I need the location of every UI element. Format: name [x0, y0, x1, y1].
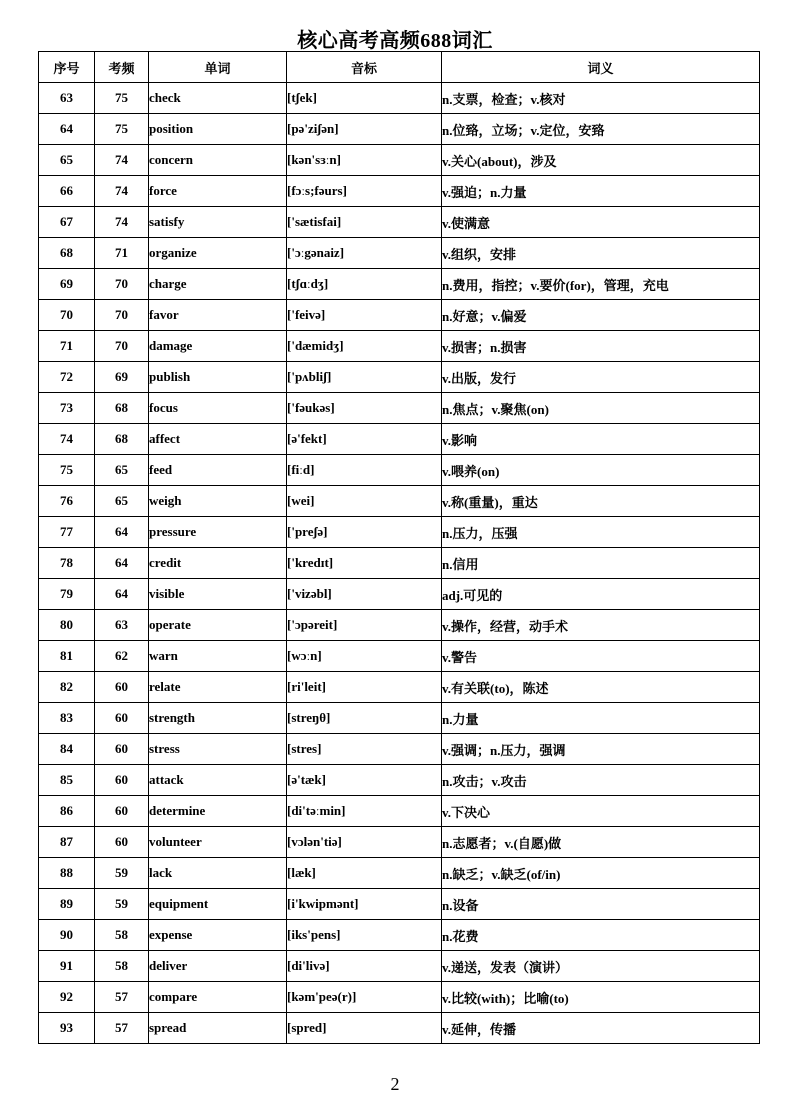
table-row	[39, 238, 760, 269]
row-phonetic: [ə'tæk]	[287, 765, 442, 796]
table-row	[39, 827, 760, 858]
row-word: favor	[149, 300, 287, 331]
table-row	[39, 114, 760, 145]
row-word: lack	[149, 858, 287, 889]
row-phonetic: ['ɔpəreit]	[287, 610, 442, 641]
row-phonetic: [kən'sɜːn]	[287, 145, 442, 176]
row-frequency: 57	[95, 982, 149, 1013]
row-frequency: 60	[95, 796, 149, 827]
row-word: focus	[149, 393, 287, 424]
row-meaning: v.关心(about)，涉及	[442, 145, 760, 176]
row-number: 66	[39, 176, 95, 207]
row-number: 67	[39, 207, 95, 238]
row-number: 76	[39, 486, 95, 517]
row-meaning: v.喂养(on)	[442, 455, 760, 486]
row-meaning: v.出版，发行	[442, 362, 760, 393]
row-phonetic: [iks'pens]	[287, 920, 442, 951]
row-frequency: 74	[95, 145, 149, 176]
header-word: 单词	[149, 52, 287, 83]
header-meaning: 词义	[442, 52, 760, 83]
row-meaning: n.信用	[442, 548, 760, 579]
row-meaning: v.延伸，传播	[442, 1013, 760, 1044]
row-meaning: v.组织，安排	[442, 238, 760, 269]
row-frequency: 74	[95, 176, 149, 207]
header-phonetic: 音标	[287, 52, 442, 83]
row-word: expense	[149, 920, 287, 951]
row-word: credit	[149, 548, 287, 579]
table-row	[39, 734, 760, 765]
row-phonetic: ['pʌbliʃ]	[287, 362, 442, 393]
row-meaning: n.志愿者；v.(自愿)做	[442, 827, 760, 858]
row-number: 78	[39, 548, 95, 579]
row-frequency: 64	[95, 548, 149, 579]
vocabulary-table	[38, 51, 760, 1044]
row-meaning: v.操作，经营，动手术	[442, 610, 760, 641]
table-row	[39, 176, 760, 207]
row-word: deliver	[149, 951, 287, 982]
row-number: 81	[39, 641, 95, 672]
page-number: 2	[390, 1074, 400, 1094]
row-word: position	[149, 114, 287, 145]
row-number: 86	[39, 796, 95, 827]
row-phonetic: [di'livə]	[287, 951, 442, 982]
row-phonetic: [stres]	[287, 734, 442, 765]
row-frequency: 60	[95, 672, 149, 703]
row-phonetic: ['feivə]	[287, 300, 442, 331]
row-phonetic: ['kredɪt]	[287, 548, 442, 579]
row-phonetic: [i'kwipmənt]	[287, 889, 442, 920]
table-row	[39, 331, 760, 362]
row-number: 84	[39, 734, 95, 765]
row-number: 80	[39, 610, 95, 641]
row-phonetic: [wei]	[287, 486, 442, 517]
row-meaning: v.警告	[442, 641, 760, 672]
row-number: 65	[39, 145, 95, 176]
row-frequency: 65	[95, 486, 149, 517]
row-phonetic: [spred]	[287, 1013, 442, 1044]
row-phonetic: [streŋθ]	[287, 703, 442, 734]
row-word: force	[149, 176, 287, 207]
row-number: 89	[39, 889, 95, 920]
row-word: attack	[149, 765, 287, 796]
row-phonetic: [tʃek]	[287, 83, 442, 114]
row-phonetic: [vɔlən'tiə]	[287, 827, 442, 858]
row-number: 82	[39, 672, 95, 703]
table-row	[39, 145, 760, 176]
row-phonetic: [wɔːn]	[287, 641, 442, 672]
row-phonetic: [ri'leit]	[287, 672, 442, 703]
table-row	[39, 796, 760, 827]
row-number: 83	[39, 703, 95, 734]
row-meaning: n.位臵，立场；v.定位，安臵	[442, 114, 760, 145]
row-phonetic: [pə'ziʃən]	[287, 114, 442, 145]
row-number: 73	[39, 393, 95, 424]
row-word: determine	[149, 796, 287, 827]
row-number: 93	[39, 1013, 95, 1044]
row-meaning: v.损害；n.损害	[442, 331, 760, 362]
row-number: 92	[39, 982, 95, 1013]
row-word: damage	[149, 331, 287, 362]
row-number: 69	[39, 269, 95, 300]
row-meaning: v.使满意	[442, 207, 760, 238]
page-title: 核心高考高频688词汇	[297, 30, 493, 52]
row-frequency: 60	[95, 734, 149, 765]
row-number: 63	[39, 83, 95, 114]
row-word: stress	[149, 734, 287, 765]
table-row	[39, 362, 760, 393]
row-number: 71	[39, 331, 95, 362]
row-meaning: v.称(重量)，重达	[442, 486, 760, 517]
table-row	[39, 889, 760, 920]
table-row	[39, 207, 760, 238]
table-row	[39, 269, 760, 300]
row-word: relate	[149, 672, 287, 703]
row-frequency: 70	[95, 269, 149, 300]
row-phonetic: [fiːd]	[287, 455, 442, 486]
row-meaning: v.有关联(to)，陈述	[442, 672, 760, 703]
table-row	[39, 548, 760, 579]
row-word: feed	[149, 455, 287, 486]
row-word: concern	[149, 145, 287, 176]
row-frequency: 75	[95, 114, 149, 145]
row-number: 79	[39, 579, 95, 610]
row-phonetic: ['fəukəs]	[287, 393, 442, 424]
row-word: satisfy	[149, 207, 287, 238]
row-meaning: n.支票，检查；v.核对	[442, 83, 760, 114]
table-row	[39, 517, 760, 548]
row-meaning: n.焦点；v.聚焦(on)	[442, 393, 760, 424]
row-word: warn	[149, 641, 287, 672]
row-meaning: n.缺乏；v.缺乏(of/in)	[442, 858, 760, 889]
row-frequency: 69	[95, 362, 149, 393]
table-header-row	[39, 52, 760, 83]
row-phonetic: [fɔːs;fəurs]	[287, 176, 442, 207]
row-frequency: 60	[95, 765, 149, 796]
row-word: pressure	[149, 517, 287, 548]
row-phonetic: ['sætisfai]	[287, 207, 442, 238]
row-number: 91	[39, 951, 95, 982]
row-meaning: v.下决心	[442, 796, 760, 827]
table-row	[39, 1013, 760, 1044]
row-frequency: 68	[95, 393, 149, 424]
row-phonetic: ['ɔːgənaiz]	[287, 238, 442, 269]
table-row	[39, 455, 760, 486]
row-meaning: n.设备	[442, 889, 760, 920]
row-frequency: 75	[95, 83, 149, 114]
row-phonetic: ['vizəbl]	[287, 579, 442, 610]
row-frequency: 71	[95, 238, 149, 269]
table-row	[39, 300, 760, 331]
row-phonetic: [tʃɑːdʒ]	[287, 269, 442, 300]
row-phonetic: [læk]	[287, 858, 442, 889]
row-frequency: 64	[95, 517, 149, 548]
row-number: 68	[39, 238, 95, 269]
row-word: affect	[149, 424, 287, 455]
row-meaning: n.力量	[442, 703, 760, 734]
row-frequency: 58	[95, 920, 149, 951]
row-frequency: 68	[95, 424, 149, 455]
row-frequency: 63	[95, 610, 149, 641]
row-frequency: 59	[95, 858, 149, 889]
row-number: 88	[39, 858, 95, 889]
row-word: spread	[149, 1013, 287, 1044]
row-phonetic: [di'təːmin]	[287, 796, 442, 827]
row-meaning: v.强调；n.压力，强调	[442, 734, 760, 765]
table-row	[39, 920, 760, 951]
table-row	[39, 424, 760, 455]
row-meaning: n.好意；v.偏爱	[442, 300, 760, 331]
row-word: check	[149, 83, 287, 114]
row-number: 70	[39, 300, 95, 331]
row-meaning: adj.可见的	[442, 579, 760, 610]
row-frequency: 74	[95, 207, 149, 238]
header-frequency: 考频	[95, 52, 149, 83]
row-number: 85	[39, 765, 95, 796]
row-frequency: 60	[95, 703, 149, 734]
table-row	[39, 579, 760, 610]
row-number: 90	[39, 920, 95, 951]
row-word: equipment	[149, 889, 287, 920]
row-frequency: 57	[95, 1013, 149, 1044]
row-meaning: n.费用，指控；v.要价(for)，管理，充电	[442, 269, 760, 300]
row-frequency: 60	[95, 827, 149, 858]
table-row	[39, 486, 760, 517]
row-frequency: 70	[95, 300, 149, 331]
table-row	[39, 83, 760, 114]
table-row	[39, 951, 760, 982]
row-phonetic: [ə'fekt]	[287, 424, 442, 455]
table-row	[39, 641, 760, 672]
row-number: 87	[39, 827, 95, 858]
row-word: strength	[149, 703, 287, 734]
table-row	[39, 703, 760, 734]
table-row	[39, 610, 760, 641]
row-word: organize	[149, 238, 287, 269]
row-word: volunteer	[149, 827, 287, 858]
row-meaning: n.花费	[442, 920, 760, 951]
row-meaning: n.攻击；v.攻击	[442, 765, 760, 796]
row-word: charge	[149, 269, 287, 300]
row-number: 74	[39, 424, 95, 455]
row-word: operate	[149, 610, 287, 641]
row-meaning: n.压力，压强	[442, 517, 760, 548]
row-meaning: v.递送，发表（演讲）	[442, 951, 760, 982]
row-word: publish	[149, 362, 287, 393]
row-word: weigh	[149, 486, 287, 517]
row-number: 64	[39, 114, 95, 145]
table-row	[39, 393, 760, 424]
row-phonetic: ['dæmidʒ]	[287, 331, 442, 362]
table-row	[39, 858, 760, 889]
table-row	[39, 982, 760, 1013]
row-meaning: v.比较(with)；比喻(to)	[442, 982, 760, 1013]
row-frequency: 64	[95, 579, 149, 610]
row-number: 75	[39, 455, 95, 486]
row-frequency: 59	[95, 889, 149, 920]
vocabulary-rows	[39, 83, 760, 1044]
row-phonetic: [kəm'peə(r)]	[287, 982, 442, 1013]
table-row	[39, 672, 760, 703]
header-number: 序号	[39, 52, 95, 83]
row-frequency: 70	[95, 331, 149, 362]
table-row	[39, 765, 760, 796]
row-meaning: v.影响	[442, 424, 760, 455]
row-number: 72	[39, 362, 95, 393]
row-frequency: 62	[95, 641, 149, 672]
row-frequency: 65	[95, 455, 149, 486]
row-word: visible	[149, 579, 287, 610]
row-frequency: 58	[95, 951, 149, 982]
row-phonetic: ['preʃə]	[287, 517, 442, 548]
row-meaning: v.强迫；n.力量	[442, 176, 760, 207]
row-number: 77	[39, 517, 95, 548]
row-word: compare	[149, 982, 287, 1013]
